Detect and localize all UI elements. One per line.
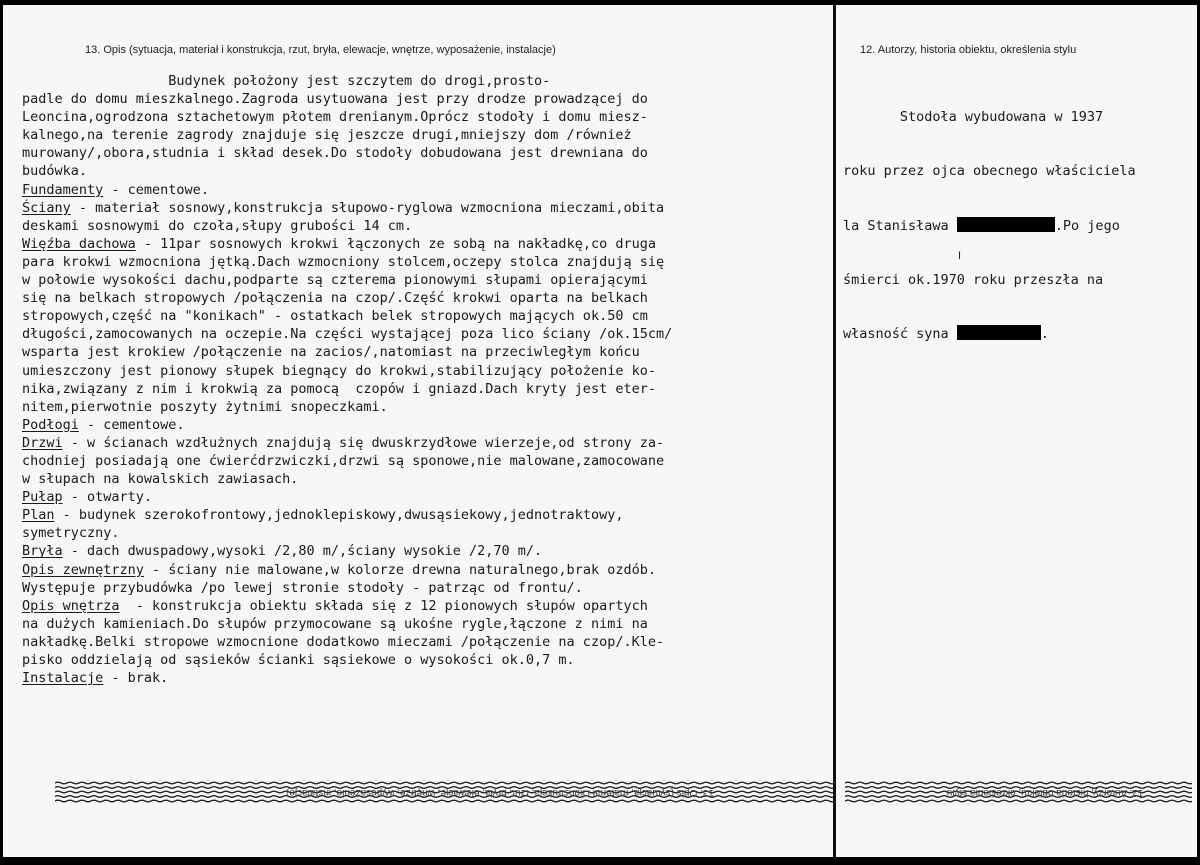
section-heading: Ściany: [22, 199, 71, 216]
description-line: [22, 434, 672, 452]
section-heading: Podłogi: [22, 416, 79, 433]
history-text-fragment: la Stanisława: [843, 217, 957, 234]
description-line: [22, 506, 672, 524]
description-line: [22, 199, 672, 217]
description-fragment: w połowie wysokości dachu,podparte są czterema pionowymi słupami opierającymi: [22, 272, 648, 289]
section-heading: Więźba dachowa: [22, 235, 136, 252]
pen-mark: I: [958, 250, 962, 262]
wave-line: [55, 782, 833, 784]
mirrored-section-13-header: 13. Opis (sytuacja, materiał i konstrukcja, rzut, bryła, elewacje, wnętrze, wyposażenie, instalacje): [286, 787, 714, 798]
description-fragment: symetryczny.: [22, 525, 120, 542]
description-line: [22, 181, 672, 199]
description-line: [22, 126, 672, 144]
description-fragment: - cementowe.: [103, 181, 209, 198]
description-line: [22, 669, 672, 687]
description-line: [22, 470, 672, 488]
history-line: [843, 217, 1136, 235]
description-line: [22, 325, 672, 343]
description-fragment: nitem,pierwotnie poszyty żytnimi snopeczkami.: [22, 398, 388, 415]
description-line: [22, 597, 672, 615]
description-fragment: - cementowe.: [78, 416, 185, 433]
description-fragment: chodniej posiadają one ćwierćdrzwiczki,drzwi są sponowe,nie malowane,zamocowane: [22, 452, 665, 469]
description-fragment: budówka.: [22, 163, 88, 180]
wave-line: [845, 800, 1192, 802]
history-line: roku przez ojca obecnego właściciela: [843, 163, 1136, 180]
description-fragment: Występuje przybudówka /po lewej stronie stodoły - patrząc od frontu/.: [22, 579, 583, 596]
description-fragment: pisko oddzielają od sąsieków ścianki sąsiekowe o wysokości ok.0,7 m.: [22, 652, 575, 668]
description-line: [22, 144, 672, 162]
section-12-header: 12. Autorzy, historia obiektu, określenia stylu: [860, 44, 1077, 56]
description-fragment: kalnego,na terenie zagrody znajduje się jeszcze drugi,mniejszy dom /również: [22, 127, 632, 144]
description-fragment: murowany/,obora,studnia i skład desek.Do stodoły dobudowana jest drewniana do: [22, 145, 648, 162]
section-heading: Bryła: [22, 543, 63, 560]
description-line: [22, 651, 672, 669]
description-fragment: - w ścianach wzdłużnych znajdują się dwuskrzydłowe wierzeje,od strony za-: [62, 434, 665, 451]
mirrored-section-12-header: 12. Autorzy, historia obiektu, określenia stylu: [946, 787, 1144, 798]
history-text-fragment: .: [1040, 326, 1049, 343]
description-fragment: - materiał sosnowy,konstrukcja słupowo-ryglowa wzmocniona mieczami,obita: [70, 199, 665, 216]
description-fragment: wsparta jest krokiew /połączenie na zacios/,natomiast na przeciwległym końcu: [22, 344, 640, 361]
description-line: [22, 579, 672, 597]
description-fragment: - 11par sosnowych krokwi łączonych ze sobą na nakładkę,co druga: [135, 235, 656, 252]
description-fragment: - ściany nie malowane,w kolorze drewna naturalnego,brak ozdób.: [143, 561, 656, 578]
description-fragment: Budynek położony jest szczytem do drogi,prosto-: [22, 73, 551, 89]
redaction-box: [957, 325, 1041, 340]
section-heading: Instalacje: [22, 670, 104, 687]
description-line: [22, 72, 672, 90]
description-line: [22, 343, 672, 361]
description-line: [22, 542, 672, 560]
redaction-box: [957, 217, 1055, 232]
section-heading: Plan: [22, 507, 55, 524]
description-fragment: nika,związany z nim i krokwią za pomocą czopów i gniazd.Dach kryty jest eter-: [22, 380, 656, 397]
description-line: [22, 108, 672, 126]
description-fragment: - brak.: [103, 670, 169, 687]
description-line: [22, 615, 672, 633]
description-line: [22, 398, 672, 416]
description-line: [22, 217, 672, 235]
description-fragment: - otwarty.: [62, 489, 153, 506]
description-line: [22, 380, 672, 398]
description-fragment: - budynek szerokofrontowy,jednoklepiskowy,dwusąsiekowy,jednotraktowy,: [54, 507, 624, 524]
column-divider: [833, 5, 836, 857]
description-fragment: się na belkach stropowych /połączenia na czop/.Część krokwi oparta na belkach: [22, 290, 648, 307]
description-line: [22, 488, 672, 506]
history-text-fragment: .Po jego: [1054, 217, 1120, 234]
history-line: Stodoła wybudowana w 1937: [843, 109, 1104, 126]
description-fragment: umieszczony jest pionowy słupek biegnący do krokwi,stabilizujący położenie ko-: [22, 362, 656, 379]
description-line: [22, 416, 672, 434]
description-fragment: na dużych kamieniach.Do słupów przymocowane są ukośne rygle,łączone z nimi na: [22, 615, 648, 632]
description-line: [22, 561, 672, 579]
description-fragment: nakładkę.Belki stropowe wzmocnione dodatkowo mieczami /połączenie na czop/.Kle-: [22, 633, 665, 650]
history-line: śmierci ok.1970 roku przeszła na: [843, 272, 1104, 289]
history-text-fragment: własność syna: [843, 326, 957, 343]
description-line: [22, 289, 672, 307]
history-line: [843, 325, 1136, 343]
wave-line: [845, 782, 1192, 784]
description-fragment: para krokwi wzmocniona jętką.Dach wzmocniony stolcem,oczepy stolca znajdują się: [22, 253, 665, 270]
section-heading: Drzwi: [22, 434, 63, 451]
section-heading: Opis zewnętrzny: [22, 561, 144, 578]
description-line: [22, 362, 672, 380]
description-fragment: Leoncina,ogrodzona sztachetowym płotem drenianym.Oprócz stodoły i domu miesz-: [22, 109, 648, 126]
description-line: [22, 162, 672, 180]
description-text: [22, 72, 672, 687]
description-fragment: w słupach na kowalskich zawiasach.: [22, 471, 299, 488]
description-fragment: długości,zamocowanych na oczepie.Na części wystającej poza lico ściany /ok.15cm/: [22, 326, 673, 343]
description-line: [22, 633, 672, 651]
description-line: [22, 452, 672, 470]
description-fragment: padle do domu mieszkalnego.Zagroda usytuowana jest przy drodze prowadzącej do: [22, 91, 648, 108]
description-line: [22, 271, 672, 289]
description-line: [22, 253, 672, 271]
section-13-header: 13. Opis (sytuacja, materiał i konstrukcja, rzut, bryła, elewacje, wnętrze, wyposażenie, instalacje): [85, 44, 556, 56]
description-line: [22, 235, 672, 253]
description-fragment: - konstrukcja obiektu składa się z 12 pionowych słupów opartych: [119, 597, 648, 614]
section-heading: Fundamenty: [22, 181, 104, 198]
section-heading: Opis wnętrza: [22, 597, 120, 614]
description-line: [22, 524, 672, 542]
description-line: [22, 90, 672, 108]
description-fragment: stropowych,część na "konikach" - ostatkach belek stropowych mających ok.50 cm: [22, 308, 648, 325]
description-fragment: deskami sosnowymi do czoła,słupy grubości 14 cm.: [22, 217, 413, 234]
description-line: [22, 307, 672, 325]
wave-line: [55, 800, 833, 802]
section-heading: Pułap: [22, 489, 63, 506]
description-fragment: - dach dwuspadowy,wysoki /2,80 m/,ściany wysokie /2,70 m/.: [62, 543, 543, 560]
history-text: [843, 72, 1136, 362]
